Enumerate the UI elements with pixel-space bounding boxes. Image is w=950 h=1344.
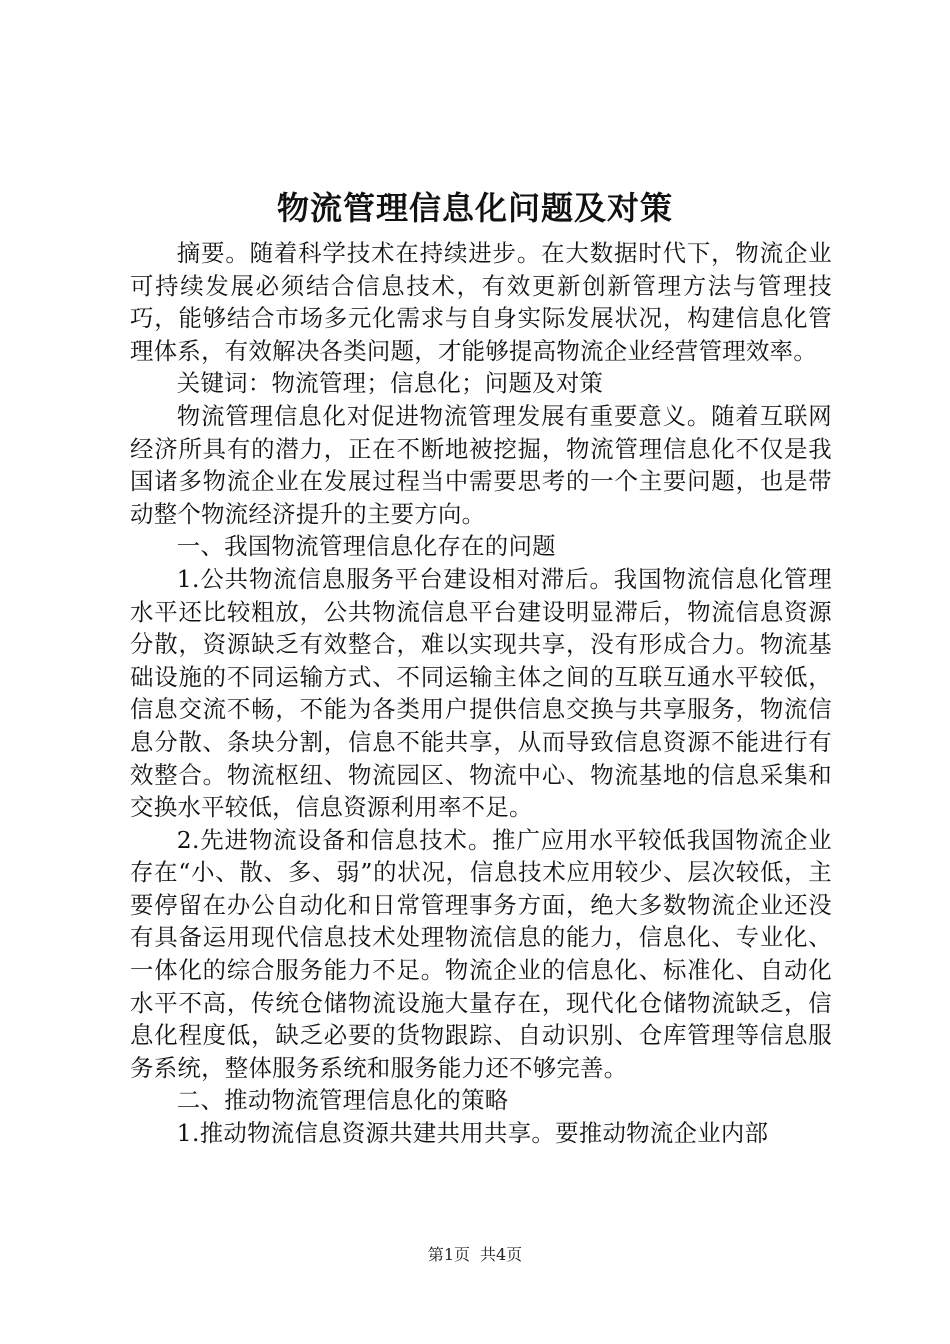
intro-paragraph: 物流管理信息化对促进物流管理发展有重要意义。随着互联网经济所具有的潜力，正在不断地被挖掘，物流管理信息化不仅是我国诸多物流企业在发展过程当中需要思考的一个主要问题，也是带动整个物流经济提升的主要方向。: [130, 401, 832, 528]
abstract-paragraph: 摘要。随着科学技术在持续进步。在大数据时代下，物流企业可持续发展必须结合信息技术，有效更新创新管理方法与管理技巧，能够结合市场多元化需求与自身实际发展状况，构建信息化管理体系，有效解决各类问题，才能够提高物流企业经营管理效率。: [130, 239, 832, 365]
page-footer: [0, 1244, 950, 1266]
page-total: 共4页: [480, 1245, 523, 1264]
body-paragraph: 1.公共物流信息服务平台建设相对滞后。我国物流信息化管理水平还比较粗放，公共物流信息平台建设明显滞后，物流信息资源分散，资源缺乏有效整合，难以实现共享，没有形成合力。物流基础设施的不同运输方式、不同运输主体之间的互联互通水平较低，信息交流不畅，不能为各类用户提供信息交换与共享服务，物流信息分散、条块分割，信息不能共享，从而导致信息资源不能进行有效整合。物流枢纽、物流园区、物流中心、物流基地的信息采集和交换水平较低，信息资源利用率不足。: [130, 564, 832, 822]
section-heading-1: 一、我国物流管理信息化存在的问题: [176, 532, 556, 561]
document-body: [130, 237, 832, 1150]
section-heading-2: 二、推动物流管理信息化的策略: [176, 1086, 509, 1115]
keywords-paragraph: 关键词：物流管理；信息化；问题及对策: [176, 369, 604, 398]
body-paragraph: 2.先进物流设备和信息技术。推广应用水平较低我国物流企业存在“小、散、多、弱”的状况，信息技术应用较少、层次较低，主要停留在办公自动化和日常管理事务方面，绝大多数物流企业还没有具备运用现代信息技术处理物流信息的能力，信息化、专业化、一体化的综合服务能力不足。物流企业的信息化、标准化、自动化水平不高，传统仓储物流设施大量存在，现代化仓储物流缺乏，信息化程度低，缺乏必要的货物跟踪、自动识别、仓库管理等信息服务系统，整体服务系统和服务能力还不够完善。: [130, 825, 832, 1082]
page-number: 第1页: [427, 1245, 470, 1264]
document-title: 物流管理信息化问题及对策: [276, 189, 673, 227]
body-paragraph: 1.推动物流信息资源共建共用共享。要推动物流企业内部: [176, 1119, 769, 1148]
